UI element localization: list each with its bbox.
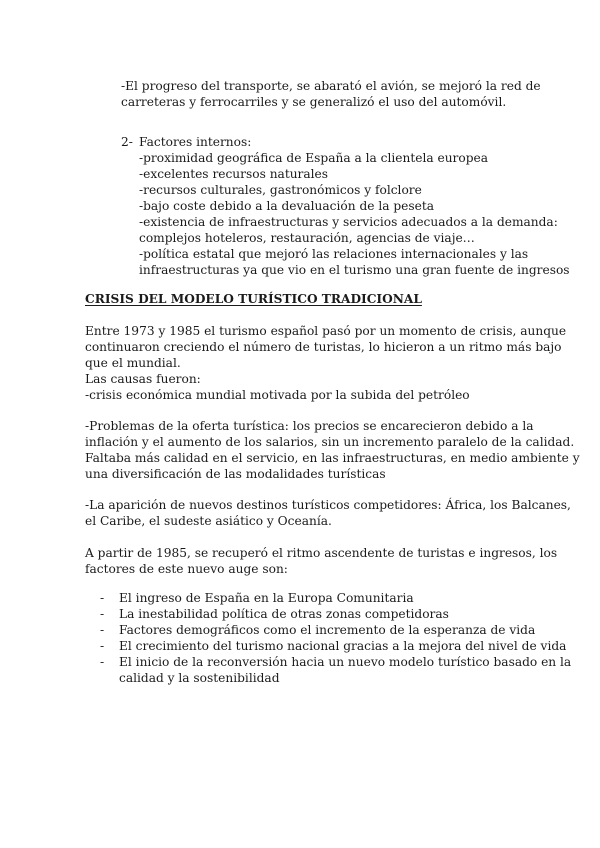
text-line: continuaron creciendo el número de turistas, lo hicieron a un ritmo más bajo — [85, 340, 562, 354]
text-line: -bajo coste debido a la devaluación de la peseta — [139, 199, 435, 213]
text-line: carreteras y ferrocarriles y se generalizó el uso del automóvil. — [121, 95, 507, 109]
text-line: -La aparición de nuevos destinos turísticos competidores: África, los Balcanes, — [85, 498, 571, 512]
list-item — [100, 622, 571, 638]
text-line: -crisis económica mundial motivada por la subida del petróleo — [85, 388, 470, 402]
dash-bullet: - — [100, 591, 105, 605]
section-heading: CRISIS DEL MODELO TURÍSTICO TRADICIONAL — [85, 292, 422, 306]
text-line: Entre 1973 y 1985 el turismo español pasó por un momento de crisis, aunque — [85, 324, 567, 338]
text-line: el Caribe, el sudeste asiático y Oceanía. — [85, 514, 332, 528]
dash-bullet: - — [100, 639, 105, 653]
text-line: -existencia de infraestructuras y servicios adecuados a la demanda: — [139, 215, 558, 229]
text-line: que el mundial. — [85, 356, 181, 370]
new-destinations-paragraph — [85, 497, 571, 529]
text-line: factores de este nuevo auge son: — [85, 562, 288, 576]
recovery-factors-list — [100, 590, 571, 686]
crisis-paragraph — [85, 323, 566, 403]
text-line: complejos hoteleros, restauración, agencias de viaje… — [139, 231, 475, 245]
text-line: -proximidad geográfica de España a la clientela europea — [139, 151, 489, 165]
text-line: infraestructuras ya que vio en el turismo una gran fuente de ingresos — [139, 263, 570, 277]
list-item-text: El crecimiento del turismo nacional gracias a la mejora del nivel de vida — [119, 639, 567, 653]
text-line: -Problemas de la oferta turística: los precios se encarecieron debido a la — [85, 419, 534, 433]
text-line: una diversificación de las modalidades turísticas — [85, 467, 386, 481]
recovery-paragraph — [85, 545, 557, 577]
text-line: inflación y el aumento de los salarios, sin un incremento paralelo de la calidad. — [85, 435, 575, 449]
transport-paragraph — [121, 78, 541, 110]
list-item-text: El ingreso de España en la Europa Comunitaria — [119, 591, 414, 605]
dash-bullet: - — [100, 607, 105, 621]
offer-problems-paragraph — [85, 418, 580, 482]
list-item — [100, 638, 571, 654]
internal-factors-title: Factores internos: — [139, 135, 252, 149]
text-line: -El progreso del transporte, se abarató el avión, se mejoró la red de — [121, 79, 541, 93]
list-item-text: El inicio de la reconversión hacia un nuevo modelo turístico basado en la — [119, 655, 572, 669]
dash-bullet: - — [100, 623, 105, 637]
list-item — [100, 654, 571, 686]
list-item-text: calidad y la sostenibilidad — [119, 671, 280, 685]
list-item — [100, 590, 571, 606]
text-line: Las causas fueron: — [85, 372, 201, 386]
text-line: A partir de 1985, se recuperó el ritmo ascendente de turistas e ingresos, los — [85, 546, 558, 560]
list-item-text: Factores demográficos como el incremento de la esperanza de vida — [119, 623, 536, 637]
text-line: -recursos culturales, gastronómicos y folclore — [139, 183, 422, 197]
text-line: Faltaba más calidad en el servicio, en las infraestructuras, en medio ambiente y — [85, 451, 580, 465]
item-number: 2- — [121, 135, 133, 149]
list-item — [100, 606, 571, 622]
list-item-text: La inestabilidad política de otras zonas competidoras — [119, 607, 449, 621]
dash-bullet: - — [100, 655, 105, 669]
text-line: -política estatal que mejoró las relaciones internacionales y las — [139, 247, 529, 261]
text-line: -excelentes recursos naturales — [139, 167, 329, 181]
